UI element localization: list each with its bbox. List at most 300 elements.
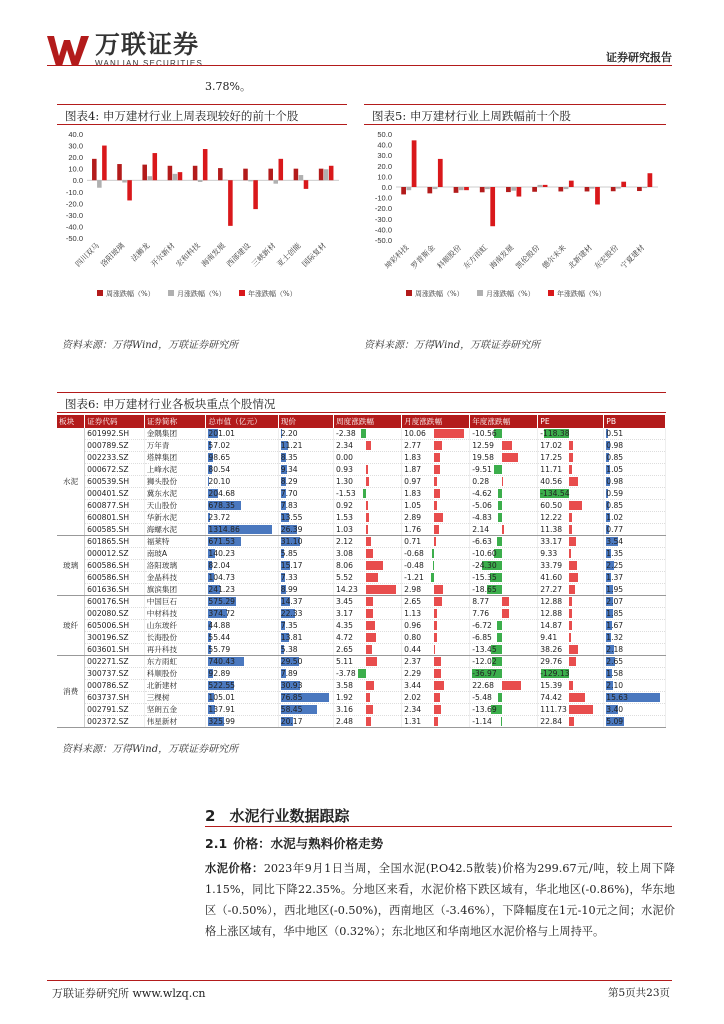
table-cell: 金晶科技 [144,572,206,584]
table-cell: 12.88 [538,596,604,608]
cell-bar [434,705,441,714]
col-header: PB [604,415,666,428]
table-cell: -10.60 [470,548,538,560]
table-cell: 5.52 [334,572,402,584]
table-cell: 科顺股份 [144,668,206,680]
y-tick-label: 40.0 [377,140,392,150]
table-cell: -129.13 [538,668,604,680]
footer-left: 万联证券研究所 www.wlzq.cn [52,987,206,1000]
table-cell: 1.83 [402,452,470,464]
table-cell: 1.67 [604,620,666,632]
table-cell: 洛阳玻璃 [144,560,206,572]
bar-0-0 [92,159,97,180]
table-row [57,692,666,704]
cell-bar [569,537,576,546]
x-tick-label: 北新建材 [566,243,594,271]
table-cell: 冀东水泥 [144,488,206,500]
y-tick-label: 20.0 [377,161,392,171]
table-cell: 再升科技 [144,644,206,656]
table-cell: 7.70 [278,488,333,500]
y-tick-label: -40.0 [374,225,392,235]
legend-label: 月涨跌幅（%） [177,290,226,298]
table-cell: 1.03 [334,524,402,536]
table-cell: 140.23 [206,548,278,560]
table-cell: 5.11 [334,656,402,668]
table-cell: 3.08 [334,548,402,560]
cell-bar [502,453,518,462]
table-cell: 98.65 [206,452,278,464]
y-tick-label: -50.0 [65,234,83,243]
table-cell: 7.33 [278,572,333,584]
table-cell: 0.00 [334,452,402,464]
table-cell: 5.85 [278,548,333,560]
cell-bar [569,693,585,702]
table-cell: 41.60 [538,572,604,584]
table-cell: 2.77 [402,440,470,452]
cell-bar [366,705,373,714]
table-cell: 600585.SH [85,524,145,536]
y-tick-label: 0.0 [72,176,83,186]
x-tick-label: 国际复材 [300,241,328,269]
bar-0-9 [637,187,642,191]
table-cell: -5.48 [470,692,538,704]
table-cell: 华新水泥 [144,512,206,524]
table-cell: -13.69 [470,704,538,716]
cell-bar [569,621,572,630]
y-tick-label: -50.0 [374,236,392,245]
table-cell: 17.25 [538,452,604,464]
cell-bar [569,525,571,534]
table-cell: 伟星新材 [144,716,206,728]
table-cell: 1.13 [402,608,470,620]
bar-0-2 [142,165,147,181]
table-cell: 8.06 [334,560,402,572]
bar-0-7 [585,187,590,191]
col-header: 证券代码 [85,415,145,428]
table-cell: -2.38 [334,428,402,440]
bar-2-3 [178,172,183,180]
cell-bar [366,537,370,546]
table-cell: 0.77 [604,524,666,536]
table-cell: 601865.SH [85,536,145,548]
table-cell: 4.35 [334,620,402,632]
table-cell: 600877.SH [85,500,145,512]
table-cell: 1.83 [402,488,470,500]
y-tick-label: 30.0 [377,151,392,161]
table-cell: 002233.SZ [85,452,145,464]
bar-1-0 [406,187,411,190]
fig6-title: 图表6: 申万建材行业各板块重点个股情况 [57,392,666,413]
cell-bar [366,549,372,558]
cell-bar [432,549,434,558]
table-cell: 万年青 [144,440,206,452]
table-cell: 12.88 [538,608,604,620]
table-cell: -1.14 [470,716,538,728]
y-tick-label: 10.0 [377,172,392,182]
bar-1-5 [537,185,542,187]
x-tick-label: 海南发展 [199,241,228,269]
cell-bar [366,633,376,642]
cell-bar [497,633,503,642]
bar-2-7 [595,187,600,204]
table-cell: 80.54 [206,464,278,476]
table-cell: 58.45 [278,704,333,716]
table-cell: 522.55 [206,680,278,692]
cell-bar [366,513,369,522]
y-tick-label: 40.0 [68,130,83,139]
table-cell: 300737.SZ [85,668,145,680]
cell-bar [502,609,508,618]
bar-1-9 [642,187,647,188]
table-cell: 605006.SH [85,620,145,632]
table-cell: 22.33 [278,608,333,620]
table-row [57,572,666,584]
table-cell: 600176.SH [85,596,145,608]
legend-label: 年涨跌幅（%） [557,290,606,298]
fig5-source: 资料来源：万得Wind，万联证券研究所 [364,340,541,351]
cell-bar [569,573,578,582]
table-cell: -0.48 [402,560,470,572]
table-cell: 92.89 [206,668,278,680]
x-tick-label: 东方雨虹 [461,243,490,271]
x-tick-label: 宏和科技 [174,241,202,269]
bar-1-6 [564,187,569,189]
y-tick-label: 30.0 [68,141,83,151]
table-cell: 603737.SH [85,692,145,704]
table-cell: 15.63 [604,692,666,704]
bar-0-6 [558,187,563,191]
table-cell: 002271.SZ [85,656,145,668]
bar-1-3 [485,187,490,189]
table-cell: -9.51 [470,464,538,476]
cell-bar [498,513,502,522]
table-cell: 000672.SZ [85,464,145,476]
table-cell: 601992.SH [85,428,145,440]
table-row [57,500,666,512]
cell-bar [502,525,504,534]
cell-bar [569,549,571,558]
x-tick-label: 凯伦股份 [513,243,542,271]
table-cell: 0.96 [402,620,470,632]
bar-1-8 [616,187,621,189]
cell-bar [434,429,464,438]
fig6-source: 资料来源：万得Wind，万联证券研究所 [62,744,239,755]
table-cell: 0.28 [470,476,538,488]
table-cell: 600586.SH [85,560,145,572]
y-tick-label: -30.0 [65,210,83,220]
intro-text: 3.78%。 [205,80,251,93]
table-cell: 325.99 [206,716,278,728]
y-tick-label: -20.0 [65,199,83,209]
legend-label: 年涨跌幅（%） [248,290,297,298]
cell-bar [434,645,435,654]
table-cell: 13.55 [278,512,333,524]
cell-bar [569,597,572,606]
bar-0-9 [319,169,324,181]
cell-bar [366,561,383,570]
table-cell: 12.22 [538,512,604,524]
table-row [57,560,666,572]
bar-2-5 [543,185,548,187]
table-cell: -10.56 [470,428,538,440]
cell-bar [434,537,436,546]
table-cell: -6.63 [470,536,538,548]
bar-2-2 [464,187,469,190]
y-tick-label: -40.0 [65,222,83,232]
bar-0-1 [117,164,122,180]
table-cell: 东方雨虹 [144,656,206,668]
cell-bar [358,669,366,678]
table-row [57,440,666,452]
table-cell: -1.21 [402,572,470,584]
table-cell: -4.62 [470,488,538,500]
table-cell: -18.65 [470,584,538,596]
cell-bar [569,585,575,594]
table-cell: 2.07 [604,596,666,608]
table-cell: 7.35 [278,620,333,632]
table-cell: 0.92 [334,500,402,512]
fig5-title: 图表5: 申万建材行业上周跌幅前十个股 [364,104,666,125]
table-cell: 22.68 [470,680,538,692]
table-cell: 104.73 [206,572,278,584]
table-row [57,608,666,620]
y-tick-label: -10.0 [374,193,392,203]
bar-1-5 [223,180,228,181]
table-cell: 1.32 [604,632,666,644]
table-cell: 2.10 [604,680,666,692]
cell-bar [366,717,371,726]
table-cell: 3.40 [604,704,666,716]
cell-bar [363,489,366,498]
bar-1-0 [97,180,102,188]
cell-bar [366,477,369,486]
y-tick-label: 50.0 [377,130,392,139]
table-cell: 11.38 [538,524,604,536]
table-cell: 33.17 [538,536,604,548]
table-cell: -6.85 [470,632,538,644]
bar-0-8 [294,169,299,181]
table-cell: 2.65 [402,596,470,608]
table-cell: 740.43 [206,656,278,668]
body-paragraph: 水泥价格：2023年9月1日当周，全国水泥(P.O42.5散装)价格为299.67元/吨，较上周下降1.15%，同比下降22.35%。分地区来看，水泥价格下跌区域有，华北地区(-0.86%)，华东地区（-0.50%），西北地区(-0.50%)，西南地区（-3.46%），下降幅度在1元-10元之间；水泥价格上涨区域有，华中地区（0.32%）；东北地区和华南地区水泥价格与上周持平。 [205,861,675,938]
cell-bar [494,465,502,474]
legend-swatch [477,290,483,296]
table-cell: 中材科技 [144,608,206,620]
y-tick-label: -30.0 [374,214,392,224]
bar-2-8 [304,180,309,189]
cell-bar [433,561,434,570]
cell-bar [569,645,577,654]
cell-bar [366,693,370,702]
table-cell: 000401.SZ [85,488,145,500]
table-cell: 002372.SZ [85,716,145,728]
cell-bar [569,513,572,522]
table-cell: 3.54 [604,536,666,548]
table-cell: 1.76 [402,524,470,536]
table-row [57,644,666,656]
table-cell: -6.72 [470,620,538,632]
bar-2-1 [127,180,132,200]
cell-bar [434,669,441,678]
table-row [57,476,666,488]
y-tick-label: -20.0 [374,204,392,214]
bar-2-4 [517,187,522,197]
bar-0-0 [401,187,406,194]
table-cell: 2.37 [402,656,470,668]
cell-bar [498,501,502,510]
table-cell: -12.02 [470,656,538,668]
cell-bar [366,525,368,534]
table-cell: 0.59 [604,488,666,500]
table-cell: 三棵树 [144,692,206,704]
table-cell: 长海股份 [144,632,206,644]
table-row [57,464,666,476]
logo-text-en: WANLIAN SECURITIES [95,59,203,68]
table-cell: 金隅集团 [144,428,206,440]
table-cell: 7.89 [278,668,333,680]
table-cell: 11.71 [538,464,604,476]
table-cell: 3.58 [334,680,402,692]
table-cell: 44.88 [206,620,278,632]
table-cell: 23.72 [206,512,278,524]
table-cell: 19.58 [470,452,538,464]
cell-bar [366,657,377,666]
bar-1-4 [198,180,203,182]
stock-table [57,415,666,728]
table-cell: 12.59 [470,440,538,452]
bar-2-0 [102,146,107,181]
table-cell: 2.18 [604,644,666,656]
bar-2-4 [203,149,208,180]
table-row [57,632,666,644]
table-cell: 2.34 [402,704,470,716]
table-cell: 14.23 [334,584,402,596]
page-number: 第5页共23页 [607,987,670,999]
table-row [57,512,666,524]
x-tick-label: 三峡新材 [249,241,278,269]
cell-bar [434,717,438,726]
table-cell: 000012.SZ [85,548,145,560]
bar-2-5 [228,180,233,226]
table-cell: 9.34 [278,464,333,476]
table-cell: 204.68 [206,488,278,500]
table-cell: 10.06 [402,428,470,440]
bar-1-2 [459,187,464,190]
table-cell: 天山股份 [144,500,206,512]
table-cell: -13.45 [470,644,538,656]
table-cell: 2.12 [334,536,402,548]
cell-bar [497,537,502,546]
table-cell: 1.58 [604,668,666,680]
table-row [57,620,666,632]
table-cell: 1.35 [604,548,666,560]
col-header: 总市值（亿元） [206,415,278,428]
bar-1-1 [433,187,438,189]
table-cell: 2.65 [604,656,666,668]
bar-1-2 [147,176,152,180]
table-cell: 1.31 [402,716,470,728]
legend-swatch [406,290,412,296]
table-cell: 3.44 [402,680,470,692]
table-row [57,548,666,560]
cell-bar [502,441,512,450]
table-cell: 0.98 [604,476,666,488]
x-tick-label: 法狮龙 [129,241,152,264]
x-tick-label: 亚士创能 [275,241,303,269]
col-header: 现价 [278,415,333,428]
table-cell: 76.85 [278,692,333,704]
cell-bar [366,609,373,618]
table-cell: 0.51 [604,428,666,440]
table-cell: -3.78 [334,668,402,680]
table-cell: 29.50 [278,656,333,668]
table-cell: 603601.SH [85,644,145,656]
cell-bar [498,693,502,702]
legend-swatch [168,290,174,296]
table-cell: 40.56 [538,476,604,488]
col-header: PE [538,415,604,428]
table-cell: 105.01 [206,692,278,704]
table-cell: 111.73 [538,704,604,716]
table-cell: 2.20 [278,428,333,440]
table-cell: 600539.SH [85,476,145,488]
table-cell: 74.42 [538,692,604,704]
cell-bar [366,645,372,654]
bar-0-3 [168,166,173,180]
table-cell: 8.99 [278,584,333,596]
table-cell: 北新建材 [144,680,206,692]
x-tick-label: 洛阳玻璃 [98,241,127,269]
table-cell: 55.79 [206,644,278,656]
cell-bar [434,489,439,498]
cell-bar [502,681,520,690]
bar-1-9 [324,169,329,180]
x-tick-label: 四川双马 [73,241,102,269]
y-tick-label: -10.0 [65,187,83,197]
cell-bar [498,489,502,498]
cell-bar [434,681,444,690]
table-cell: 7.83 [278,500,333,512]
bar-0-4 [193,166,198,180]
cell-bar [366,621,375,630]
table-cell: 300196.SZ [85,632,145,644]
table-cell: 5.38 [278,644,333,656]
table-row [57,704,666,716]
table-cell: 0.80 [402,632,470,644]
table-cell: 9.33 [538,548,604,560]
table-cell: 3.16 [334,704,402,716]
table-cell: 9.41 [538,632,604,644]
table-cell: 575.29 [206,596,278,608]
cell-bar [497,621,502,630]
company-logo [47,30,203,68]
table-cell: 2.65 [334,644,402,656]
table-cell: 000786.SZ [85,680,145,692]
cell-bar [434,465,440,474]
table-cell: 8.35 [278,452,333,464]
table-cell: 1.37 [604,572,666,584]
bar-2-9 [329,166,334,180]
cell-bar [434,597,442,606]
table-cell: 17.02 [538,440,604,452]
cell-bar [569,441,573,450]
table-cell: 1.92 [334,692,402,704]
bar-2-9 [648,173,653,187]
table-cell: 4.72 [334,632,402,644]
table-cell: 55.44 [206,632,278,644]
x-tick-label: 海南发展 [487,243,516,271]
col-header: 证券简称 [144,415,206,428]
